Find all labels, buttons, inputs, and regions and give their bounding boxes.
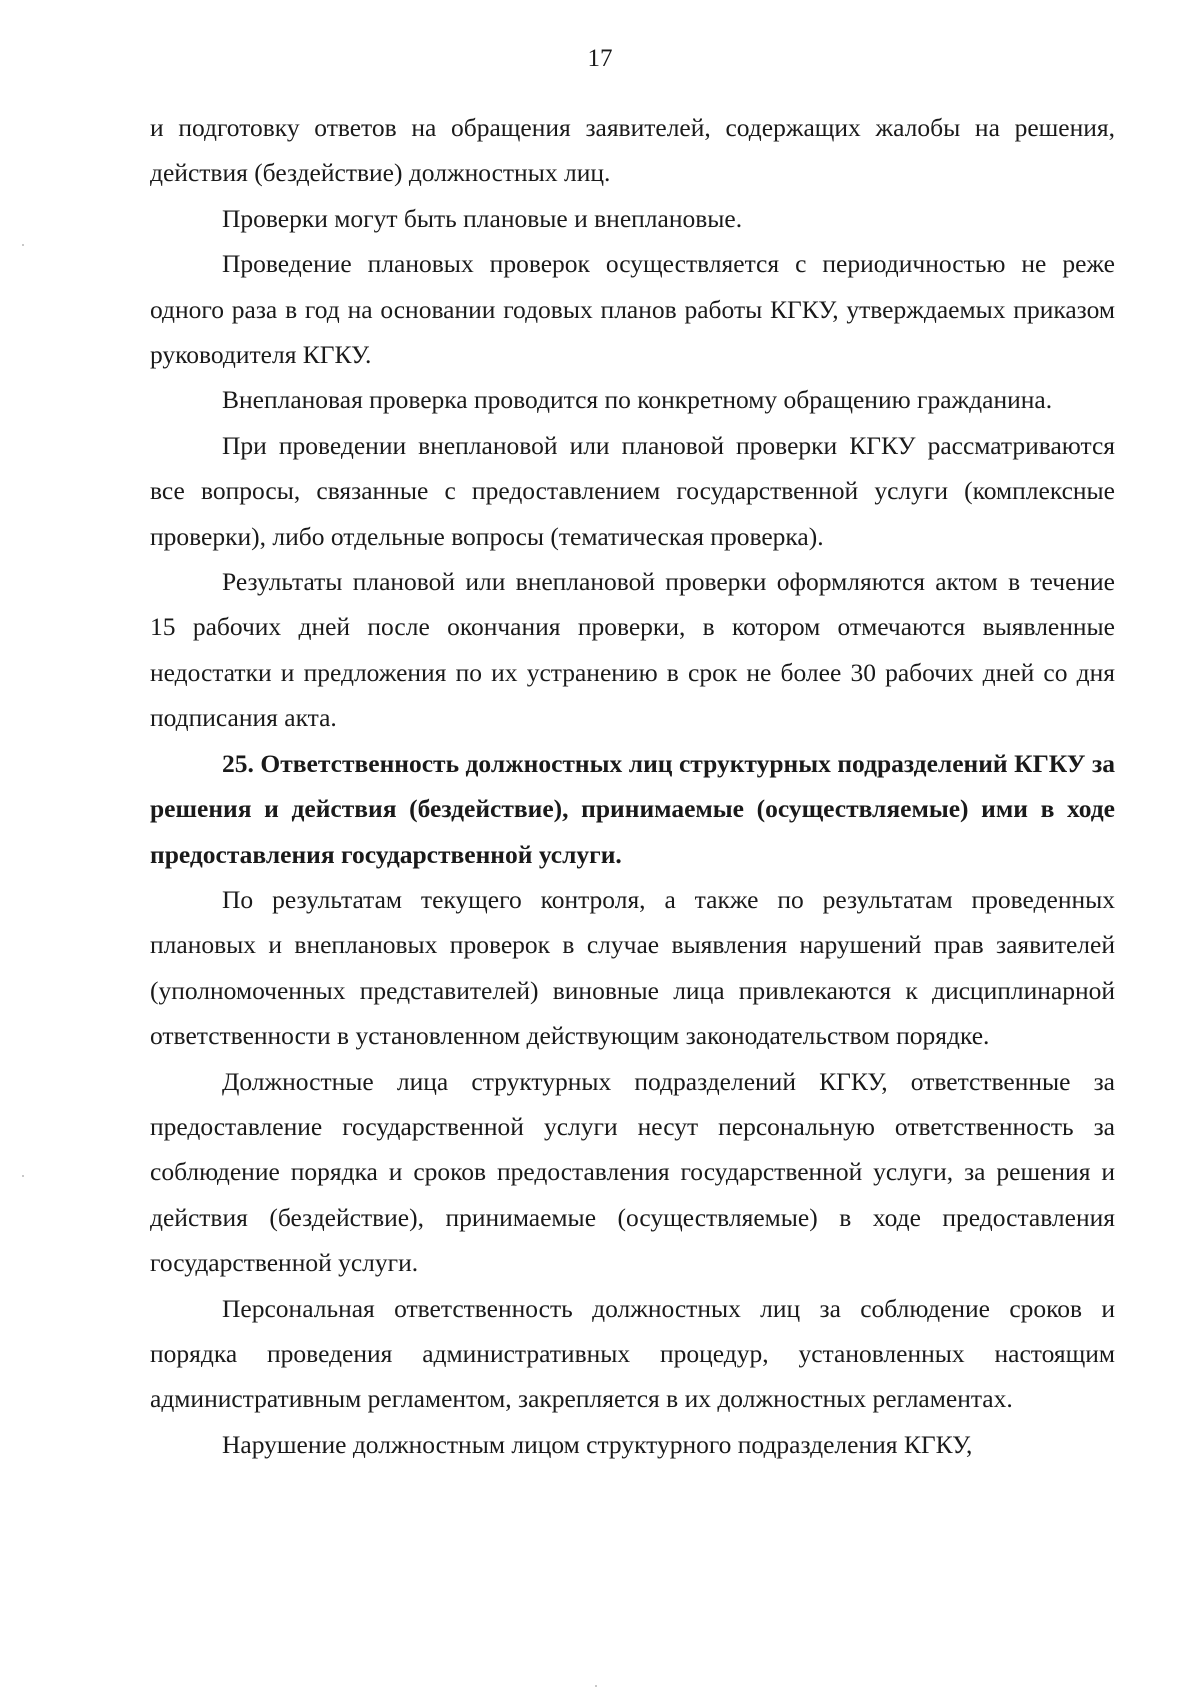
scan-artifact-dot	[22, 1175, 24, 1177]
paragraph-inspection-types: Проверки могут быть плановые и внеплановые.	[222, 203, 743, 233]
paragraph-personal-responsibility: Должностные лица структурных подразделений КГКУ, ответственные за предоставление государственной услуги несут персональную ответственность за соблюдение порядка и сроков предоставления государственной услуги, за решения и действия (бездействие), принимаемые (осуществляемые) в ходе предоставления государственной услуги.	[150, 1066, 1115, 1278]
paragraph-complaints-continuation: и подготовку ответов на обращения заявителей, содержащих жалобы на решения, действия (бездействие) должностных лиц.	[150, 113, 1115, 188]
scan-artifact-dot	[22, 244, 24, 246]
scan-artifact-dot	[595, 1685, 597, 1687]
paragraph-inspection-results: Результаты плановой или внеплановой проверки оформляются актом в течение 15 рабочих дней после окончания проверки, в котором отмечаются выявленные недостатки и предложения по их устранению в срок не более 30 рабочих дней со дня подписания акта.	[150, 567, 1115, 733]
paragraph-disciplinary-liability: По результатам текущего контроля, а также по результатам проведенных плановых и внеплановых проверок в случае выявления нарушений прав заявителей (уполномоченных представителей) виновные лица привлекаются к дисциплинарной ответственности в установленном действующим законодательством порядке.	[150, 884, 1115, 1051]
paragraph-procedure-responsibility: Персональная ответственность должностных лиц за соблюдение сроков и порядка проведения административных процедур, установленных настоящим административным регламентом, закрепляется в их должностных регламентах.	[150, 1293, 1115, 1414]
paragraph-planned-inspections: Проведение плановых проверок осуществляется с периодичностью не реже одного раза в год на основании годовых планов работы КГКУ, утверждаемых приказом руководителя КГКУ.	[150, 249, 1115, 370]
section-heading-25: 25. Ответственность должностных лиц структурных подразделений КГКУ за решения и действия (бездействие), принимаемые (осуществляемые) ими в ходе предоставления государственной услуги.	[150, 748, 1115, 869]
paragraph-inspection-scope: При проведении внеплановой или плановой проверки КГКУ рассматриваются все вопросы, связанные с предоставлением государственной услуги (комплексные проверки), либо отдельные вопросы (тематическая проверка).	[150, 430, 1115, 551]
page-number: 17	[587, 45, 613, 72]
paragraph-unscheduled-inspection: Внеплановая проверка проводится по конкретному обращению гражданина.	[222, 385, 1053, 415]
paragraph-violation-continued: Нарушение должностным лицом структурного подразделения КГКУ,	[222, 1429, 973, 1459]
document-body	[150, 105, 1115, 1467]
